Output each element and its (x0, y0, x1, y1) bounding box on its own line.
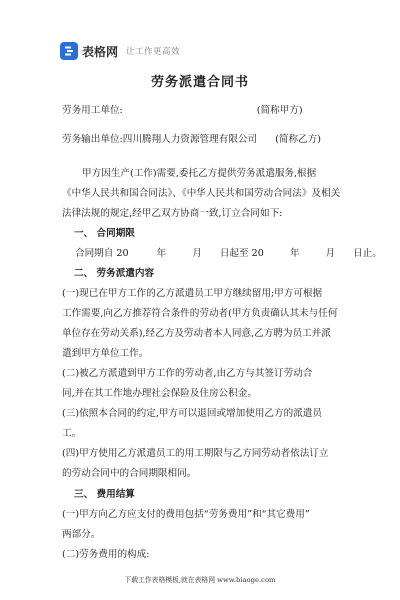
employer-line (62, 101, 346, 121)
logo-name: 表格网 (82, 44, 119, 59)
section-3-heading: 三、 费用结算 (74, 489, 135, 500)
period-year: 年 (156, 248, 167, 259)
item-line: 单位存在劳动关系),经乙方及劳动者本人同意,乙方聘为员工并派 (62, 328, 331, 339)
section-1-heading: 一、 合同期限 (74, 228, 135, 239)
intro-line: 法律法规的规定,经甲乙双方协商一致,订立合同如下: (62, 208, 283, 219)
period-day-end: 日止。 (353, 248, 382, 259)
document-title: 劳务派遣合同书 (150, 75, 249, 90)
section-3-item-1 (62, 505, 346, 545)
period-month: 月 (192, 248, 202, 259)
item-line: 同,并在其工作地办理社会保险及住房公积金。 (62, 388, 257, 399)
section-2-item-1 (62, 284, 346, 364)
site-logo[interactable] (60, 40, 180, 62)
section-2-item-2 (62, 364, 346, 404)
item-line: (一)甲方向乙方应支付的费用包括“劳务费用”和“其它费用” (62, 509, 310, 520)
intro-line: 甲方因生产(工作)需要,委托乙方提供劳务派遣服务,根据 (82, 168, 317, 179)
item-line: 的劳动合同中的合同期限相同。 (62, 468, 197, 479)
logo-slogan: 让工作更高效 (126, 47, 181, 57)
item-line: 工。 (62, 428, 82, 439)
item-line: (一)现已在甲方工作的乙方派遣员工甲方继续留用;甲方可根据 (62, 288, 323, 299)
item-line: (三)依照本合同的约定,甲方可以退回或增加使用乙方的派遣员 (62, 408, 322, 419)
item-line: (四)甲方使用乙方派遣员工的用工期限与乙方同劳动者依法订立 (62, 448, 329, 459)
period-day-to: 日起至 20 (219, 248, 264, 259)
contract-period-line (75, 244, 382, 264)
period-year-2: 年 (289, 248, 300, 259)
period-prefix: 合同期自 20 (75, 248, 129, 259)
employer-label: 劳务用工单位: (62, 105, 123, 116)
logo-mark-icon (60, 42, 78, 60)
item-line: 遣到甲方单位工作。 (62, 348, 149, 359)
dispatcher-label: 劳务输出单位:四川腾翔人力资源管理有限公司 (62, 134, 258, 145)
period-month-2: 月 (325, 248, 336, 259)
section-2-item-3 (62, 404, 346, 444)
section-3-item-2 (62, 545, 346, 565)
page-footer: 下载工作表格模板,就在表格网 www.biaoge.com (124, 576, 276, 584)
intro-line: 《中华人民共和国合同法》、《中华人民共和国劳动合同法》及相关 (62, 188, 341, 199)
item-line: 两部分。 (62, 529, 101, 540)
item-line: 工作需要,向乙方推荐符合条件的劳动者(甲方负责确认其未与任何 (62, 308, 338, 319)
employer-abbr: (简称甲方) (256, 105, 303, 116)
section-2-item-4 (62, 444, 346, 484)
dispatcher-line (62, 130, 346, 150)
dispatcher-abbr: (简称乙方) (275, 134, 321, 145)
item-line: (二)劳务费用的构成: (62, 549, 150, 560)
intro-paragraph (62, 164, 346, 224)
section-2-heading: 二、 劳务派遣内容 (74, 268, 155, 279)
item-line: (二)被乙方派遣到甲方工作的劳动者,由乙方与其签订劳动合 (62, 368, 313, 379)
